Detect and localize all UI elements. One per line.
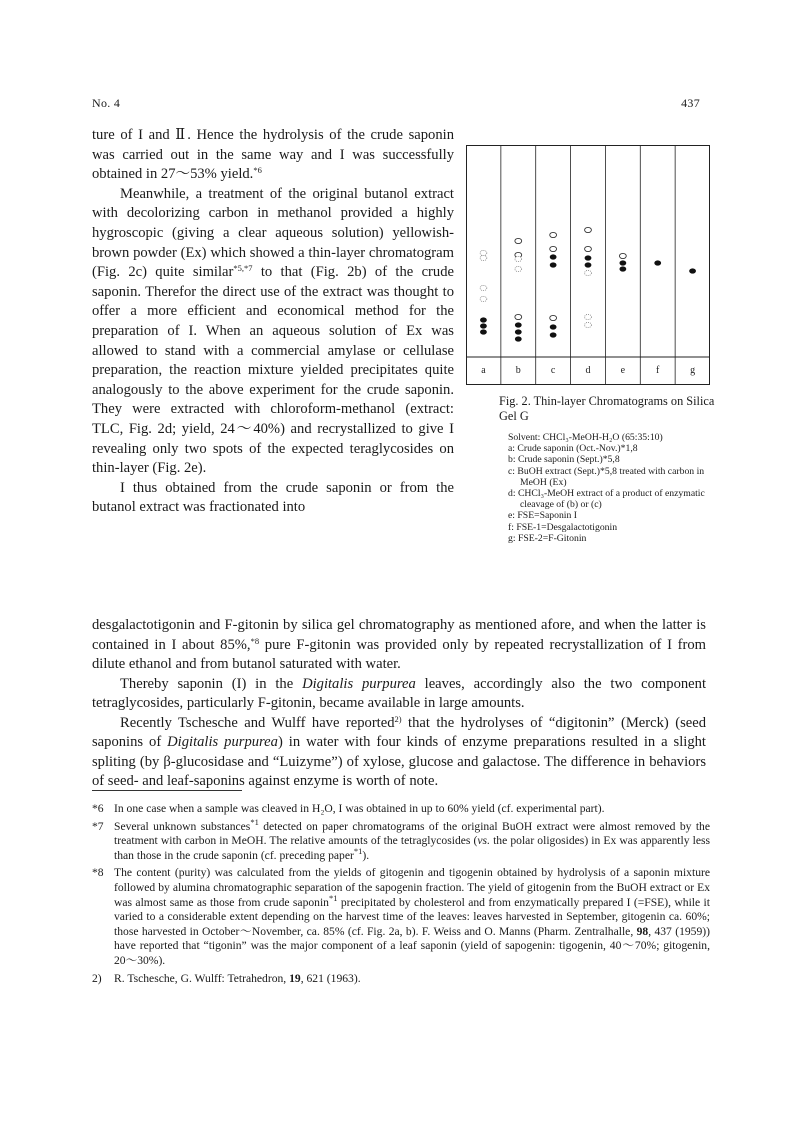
tlc-spot <box>480 285 487 290</box>
tlc-spot <box>515 336 522 341</box>
tlc-spot <box>480 323 487 328</box>
footnote-ref: *6 <box>253 165 262 176</box>
footnote-text-d: ). <box>362 848 370 862</box>
footnote-6 <box>92 802 710 817</box>
footnote-text-c: the polar oligosides) in Ex was apparently less than those in the crude saponin (cf. preceding paper <box>114 834 710 862</box>
footnotes <box>92 802 710 989</box>
legend-item-c: c: BuOH extract (Sept.)*5,8 treated with carbon in MeOH (Ex) <box>508 465 705 488</box>
tlc-spot <box>515 314 522 319</box>
tlc-spot <box>550 315 557 320</box>
paragraph-1-text: ture of I and Ⅱ. Hence the hydrolysis of the crude saponin was carried out in the same way and I was successfully obtained in 27〜53% yield. <box>92 127 454 183</box>
species-name: Digitalis purpurea <box>302 675 416 692</box>
footnote-text-b: detected on paper chromatograms of the original BuOH extract were almost removed by the treatment with carbon in MeOH. The relative amounts of the tetraglycosides ( <box>114 819 710 848</box>
paragraph-5-text-b: that the hydrolyses of “digitonin” (Merck) (seed saponins of <box>92 714 707 750</box>
tlc-spot <box>480 250 487 255</box>
tlc-spot <box>585 270 592 275</box>
legend-item-e: e: FSE=Saponin I <box>508 510 577 522</box>
full-width-text <box>92 616 706 792</box>
volume-number: 19 <box>289 971 301 985</box>
footnote-7 <box>92 816 710 864</box>
lane-label-c: c <box>550 365 556 376</box>
reference-2 <box>92 972 710 987</box>
footnote-text-b: precipitated by cholesterol and from enzymatically prepared I (=FSE), while it varied to a considerable extent depending on the harvest time of the leaves: leaves harvested in September, gitogenin ca. 60%; those harvested in October〜November, ca. 85% (cf. Fig. 2a, b). F. Weiss and O. Manns (Pharm. Zentralhalle, <box>114 895 710 938</box>
tlc-plate <box>466 145 710 385</box>
footnote-mark: *8 <box>92 866 104 880</box>
tlc-spot <box>585 314 592 319</box>
tlc-spot <box>480 317 487 322</box>
paragraph-4-text-b: leaves, accordingly also the two component tetraglycosides, particularly F-gitonin, became available in large amounts. <box>92 675 706 711</box>
figure-caption <box>499 394 729 424</box>
paragraph-4 <box>92 675 706 714</box>
reference-text-a: R. Tschesche, G. Wulff: Tetrahedron, <box>114 971 290 985</box>
tlc-figure <box>466 145 710 385</box>
footnote-text-c: , 437 (1959)) have reported that “tigonin” was the major component of a leaf saponin (yield of sapogenin: tigogenin, 40〜70%; gitogenin, 20〜30%). <box>114 924 710 967</box>
paragraph-2-text-b: to that (Fig. 2b) of the crude saponin. Therefor the direct use of the extract was thought to offer a more efficient and economical method for the preparation of I. When an aqueous solution of Ex was allowed to stand with a commercial amylase or cellulase preparation, the reaction mixture yielded precipitates quite analogously to the above experiment for the crude saponin. They were extracted with chloroform-methanol (extract: TLC, Fig. 2d; yield, 24〜40%) and recrystallized to give I revealing only two spots of the expected teraglycosides on thin-layer (Fig. 2e). <box>92 264 454 477</box>
paragraph-3-cont-b: pure F-gitonin was provided only by repeated recrystallization of I from dilute ethanol and from butanol saturated with water. <box>92 636 706 672</box>
footnote-text-a: The content (purity) was calculated from the yields of gitogenin and tigogenin obtained by hydrolysis of a saponin mixture followed by alumina chromatographic separation of the sapogenin fraction. The yield of gitogenin from the BuOH extract or Ex was almost same as those from crude saponin <box>114 866 710 909</box>
tlc-spot <box>654 260 661 265</box>
tlc-spot <box>619 260 626 265</box>
tlc-spot <box>585 262 592 267</box>
paragraph-1 <box>92 126 454 185</box>
footnote-rule <box>92 790 242 791</box>
lane-label-f: f <box>656 365 660 376</box>
legend-item-b: b: Crude saponin (Sept.)*5,8 <box>508 454 620 466</box>
footnote-ref: *5,*7 <box>233 263 253 274</box>
tlc-spot <box>515 266 522 271</box>
paragraph-5-text-a: Recently Tschesche and Wulff have reported <box>120 714 395 731</box>
footnote-mark: *7 <box>92 819 104 833</box>
paragraph-3-continued <box>92 616 706 675</box>
lane-label-d: d <box>585 365 591 376</box>
tlc-spot <box>550 232 557 237</box>
paragraph-3-text: I thus obtained from the crude saponin or from the butanol extract was fractionated into <box>92 479 454 516</box>
figure-legend <box>508 432 730 544</box>
tlc-spot <box>585 246 592 251</box>
figure-title: Thin-layer Chromatograms on Silica Gel G <box>499 394 715 423</box>
tlc-spot <box>585 255 592 260</box>
species-name: Digitalis purpurea <box>167 734 278 750</box>
paragraph-5 <box>92 714 706 792</box>
tlc-spot <box>515 329 522 334</box>
footnote-mark: *6 <box>92 802 104 815</box>
left-column <box>92 126 454 518</box>
tlc-spot <box>585 322 592 327</box>
running-header-issue: No. 4 <box>92 96 121 110</box>
legend-item-f: f: FSE-1=Desgalactotigonin <box>508 521 618 533</box>
figure-label: Fig. 2. <box>499 394 531 408</box>
tlc-spot <box>585 227 592 232</box>
lane-label-g: g <box>690 365 696 376</box>
paragraph-3-cont-a: desgalactotigonin and F-gitonin by silica gel chromatography as mentioned afore, and when the latter is contained in I about 85%, <box>92 617 706 653</box>
legend-item-g: g: FSE-2=F-Gitonin <box>508 532 587 544</box>
tlc-spot <box>619 266 626 271</box>
lane-label-e: e <box>620 365 626 376</box>
paragraph-5-text-c: ) in water with four kinds of enzyme preparations resulted in a slight spliting (by β-glucosidase and “Luizyme”) of xylose, glucose and galactose. The difference in behaviors of seed- and leaf-saponins against enzyme is worth of note. <box>92 734 706 789</box>
paragraph-2-text-a: Meanwhile, a treatment of the original butanol extract with decolorizing carbon in methanol provided a highly hygroscopic (giving a clear aqueous solution) yellowish-brown powder (Ex) which showed a thin-layer chromatogram (Fig. 2c) quite similar <box>92 185 454 281</box>
tlc-spot <box>480 255 487 260</box>
tlc-spot <box>550 324 557 329</box>
lane-label-b: b <box>515 365 521 376</box>
paragraph-2 <box>92 185 454 479</box>
tlc-spot <box>515 238 522 243</box>
footnote-text: In one case when a sample was cleaved in H₂O, I was obtained in up to 60% yield (cf. experimental part). <box>114 802 605 815</box>
reference-ref: 2) <box>394 713 402 724</box>
page-number: 437 <box>681 96 700 110</box>
tlc-spot <box>515 322 522 327</box>
footnote-8 <box>92 866 710 968</box>
legend-solvent: Solvent: CHCl₃-MeOH-H₂O (65:35:10) <box>508 432 663 443</box>
reference-mark: 2) <box>92 971 102 985</box>
footnote-ref: *1 <box>353 845 363 856</box>
paragraph-3 <box>92 479 454 518</box>
tlc-spot <box>550 332 557 337</box>
paragraph-4-text-a: Thereby saponin (I) in the <box>120 675 303 692</box>
tlc-spot <box>480 296 487 301</box>
tlc-spot <box>689 268 696 273</box>
legend-item-a: a: Crude saponin (Oct.-Nov.)*1,8 <box>508 443 638 455</box>
footnote-ref: *8 <box>250 635 260 646</box>
tlc-spot <box>550 262 557 267</box>
reference-text-b: , 621 (1963). <box>300 971 361 985</box>
lane-label-a: a <box>481 365 486 376</box>
footnote-ref: *1 <box>328 892 338 903</box>
footnote-italic: vs. <box>477 834 490 848</box>
tlc-spot <box>550 254 557 259</box>
tlc-spot <box>619 253 626 258</box>
tlc-spot <box>515 256 522 261</box>
volume-number: 98 <box>636 924 649 938</box>
legend-item-d: d: CHCl₃-MeOH extract of a product of enzymatic cleavage of (b) or (c) <box>508 488 705 511</box>
footnote-text-a: Several unknown substances <box>114 819 251 833</box>
tlc-spot <box>550 246 557 251</box>
tlc-spot <box>480 329 487 334</box>
footnote-ref: *1 <box>250 816 259 827</box>
